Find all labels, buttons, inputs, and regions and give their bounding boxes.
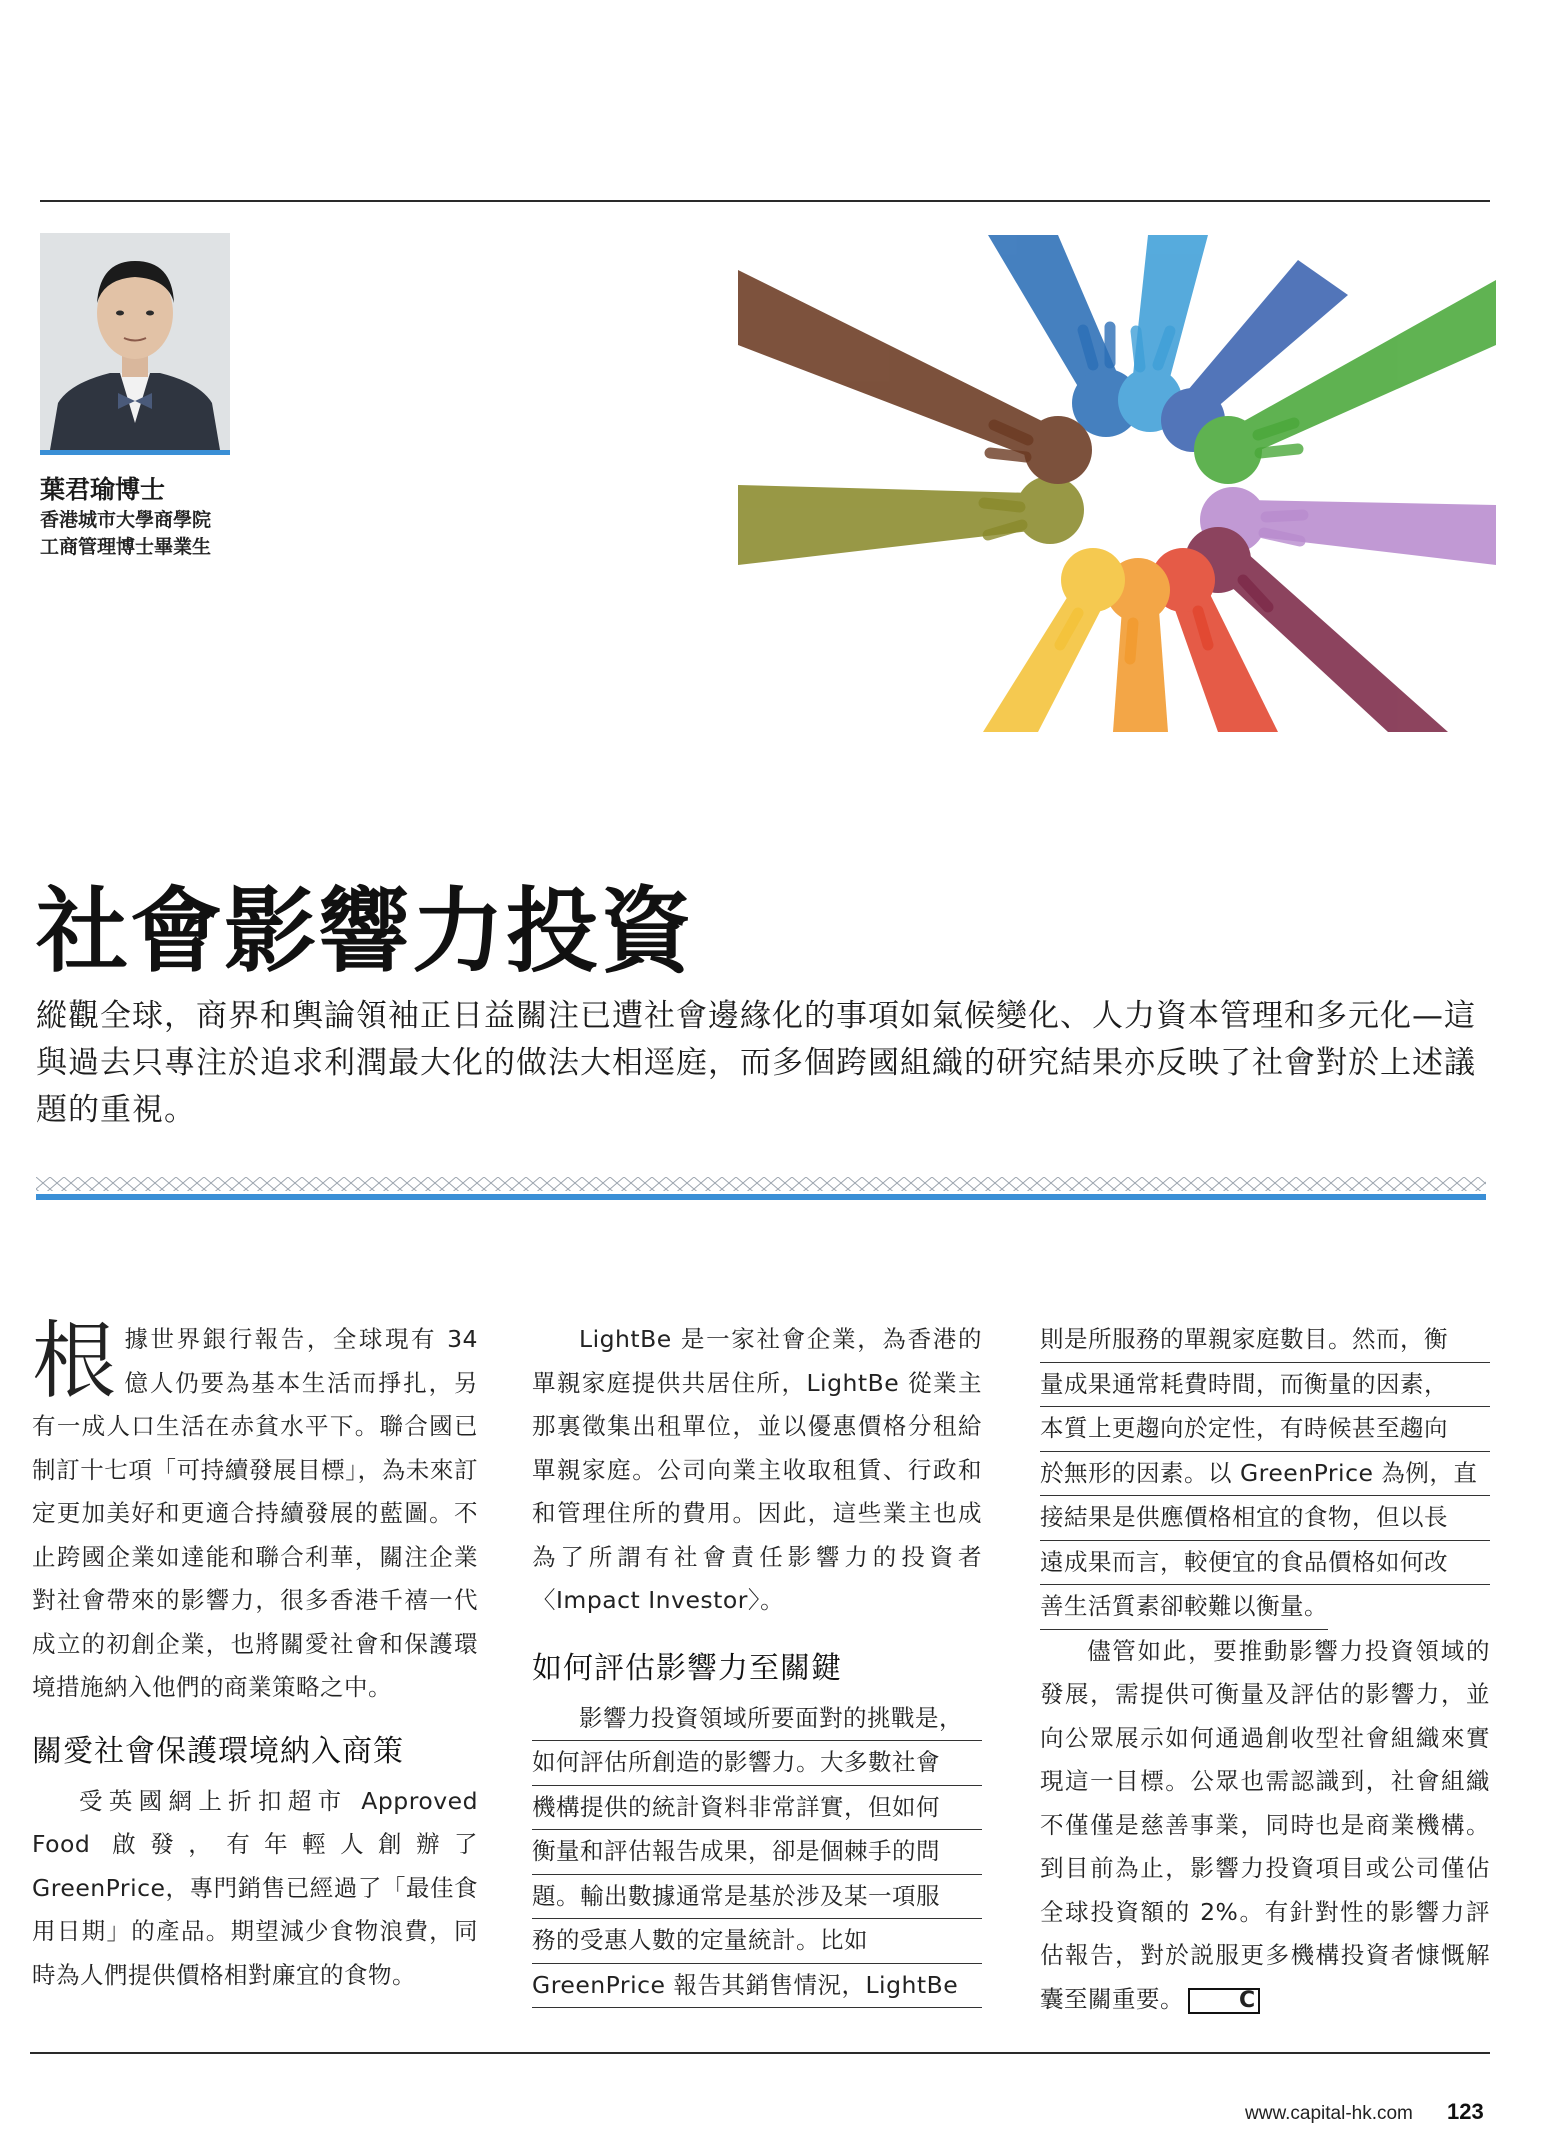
- article-column-2: [532, 1318, 982, 2008]
- underlined-line: GreenPrice 報告其銷售情況，LightBe: [532, 1964, 982, 2009]
- article-lead: 縱觀全球，商界和輿論領袖正日益關注已遭社會邊緣化的事項如氣候變化、人力資本管理和多元化—這與過去只專注於追求利潤最大化的做法大相逕庭，而多個跨國組織的研究結果亦反映了社會對於上述議題的重視。: [36, 998, 1476, 1128]
- author-portrait-icon: [40, 233, 230, 450]
- author-photo: [40, 233, 230, 455]
- footer-url: www.capital-hk.com: [1245, 2103, 1413, 2124]
- col1-paragraph-2: 受英國網上折扣超市 Approved Food 啟發，有年輕人創辦了 GreenPrice，專門銷售已經過了「最佳食用日期」的產品。期望減少食物浪費，同時為人們提供價格相對廉宜的食物。: [32, 1786, 478, 1989]
- hands-circle-icon: [738, 235, 1496, 732]
- author-name: 葉君瑜博士: [40, 475, 166, 504]
- decorative-band: [36, 1177, 1486, 1203]
- underlined-line: 於無形的因素。以 GreenPrice 為例，直: [1040, 1452, 1490, 1497]
- underlined-line: 題。輸出數據通常是基於涉及某一項服: [532, 1875, 982, 1920]
- bottom-rule: [30, 2052, 1490, 2054]
- col3-paragraph-2-text: 儘管如此，要推動影響力投資領域的發展，需提供可衡量及評估的影響力，並向公眾展示如何通過創收型社會組織來實現這一目標。公眾也需認識到，社會組織不僅僅是慈善事業，同時也是商業機構。到目前為止，影響力投資項目或公司僅佔全球投資額的 2%。有針對性的影響力評估報告，對於説服更多機構投資者慷慨解囊至關重要。: [1040, 1636, 1490, 2013]
- end-mark-icon: C: [1188, 1988, 1260, 2014]
- col3-underlined-passage: [1040, 1318, 1490, 1630]
- author-affiliation-line1: 香港城市大學商學院: [40, 509, 212, 531]
- underlined-line: 衡量和評估報告成果，卻是個棘手的問: [532, 1830, 982, 1875]
- underlined-line: 善生活質素卻較難以衡量。: [1040, 1585, 1328, 1630]
- underlined-line: 量成果通常耗費時間，而衡量的因素，: [1040, 1363, 1490, 1408]
- underlined-line: 機構提供的統計資料非常詳實，但如何: [532, 1786, 982, 1831]
- article-column-3: [1040, 1318, 1490, 2021]
- col1-paragraph-1: 據世界銀行報告，全球現有 34 億人仍要為基本生活而掙扎，另有一成人口生活在赤貧水平下。聯合國已制訂十七項「可持續發展目標」，為未來訂定更加美好和更適合持續發展的藍圖。不止跨國企業如達能和聯合利華，關注企業對社會帶來的影響力，很多香港千禧一代成立的初創企業，也將關愛社會和保護環境措施納入他們的商業策略之中。: [32, 1325, 478, 1701]
- hero-hands-illustration: [738, 235, 1496, 732]
- article-column-1: [32, 1312, 478, 1997]
- underlined-line: 本質上更趨向於定性，有時候甚至趨向: [1040, 1407, 1490, 1452]
- col1-subheading: 關愛社會保護環境納入商策: [32, 1733, 404, 1769]
- underlined-line: 如何評估所創造的影響力。大多數社會: [532, 1741, 982, 1786]
- col3-paragraph-2: [1040, 1630, 1490, 2022]
- underlined-line: 遠成果而言，較便宜的食品價格如何改: [1040, 1541, 1490, 1586]
- col2-paragraph-1: LightBe 是一家社會企業，為香港的單親家庭提供共居住所，LightBe 從業主那裏徵集出租單位，並以優惠價格分租給單親家庭。公司向業主收取租賃、行政和和管理住所的費用。因此，這些業主也成為了所謂有社會責任影響力的投資者〈Impact Investor〉。: [532, 1325, 982, 1614]
- drop-cap: 根: [32, 1312, 117, 1410]
- article-title: 社會影響力投資: [36, 878, 695, 985]
- author-affiliation-line2: 工商管理博士畢業生: [40, 536, 212, 558]
- underlined-line: 接結果是供應價格相宜的食物，但以長: [1040, 1496, 1490, 1541]
- page-number: 123: [1447, 2099, 1484, 2124]
- underlined-line: 影響力投資領域所要面對的挑戰是，: [532, 1697, 982, 1742]
- underlined-line: 則是所服務的單親家庭數目。然而，衡: [1040, 1318, 1490, 1363]
- top-rule: [40, 200, 1490, 202]
- col2-subheading: 如何評估影響力至關鍵: [532, 1650, 842, 1686]
- underlined-line: 務的受惠人數的定量統計。比如: [532, 1919, 982, 1964]
- col2-underlined-passage: [532, 1697, 982, 2009]
